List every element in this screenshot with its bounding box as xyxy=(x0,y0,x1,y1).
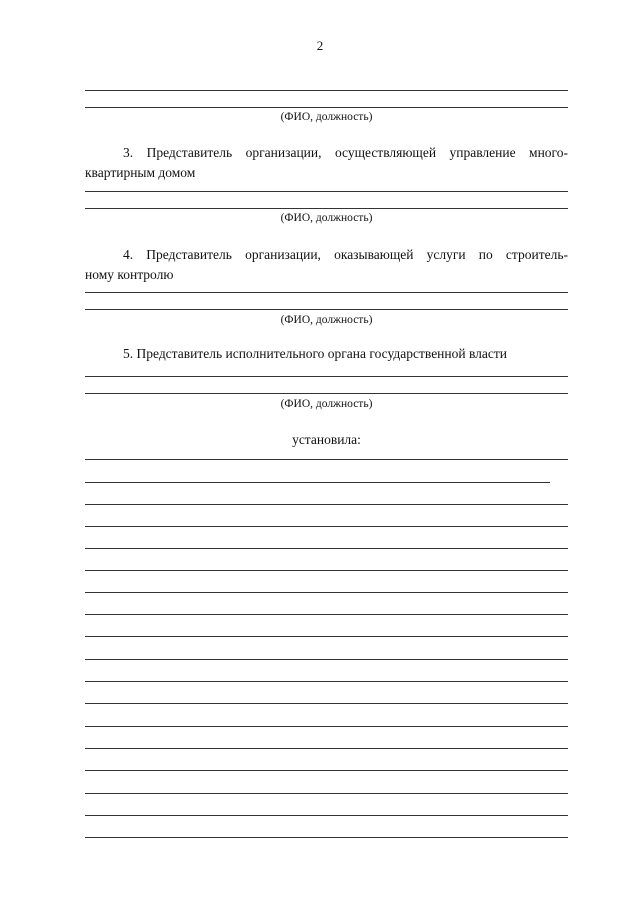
item-3-text xyxy=(85,143,568,183)
blank-line xyxy=(85,376,568,377)
blank-line xyxy=(85,459,568,460)
blank-line xyxy=(85,504,568,505)
blank-line xyxy=(85,636,568,637)
blank-line xyxy=(85,191,568,192)
item-4-line2: ному контролю xyxy=(85,267,174,282)
blank-line xyxy=(85,726,568,727)
blank-line xyxy=(85,614,568,615)
blank-line xyxy=(85,793,568,794)
blank-line xyxy=(85,482,550,483)
item-5-text xyxy=(85,346,568,362)
blank-line xyxy=(85,292,568,293)
blank-line xyxy=(85,748,568,749)
blank-line xyxy=(85,548,568,549)
blank-line xyxy=(85,703,568,704)
item-5-line1: 5. Представитель исполнительного органа государственной власти xyxy=(123,346,508,361)
blank-line xyxy=(85,90,568,91)
blank-line xyxy=(85,815,568,816)
blank-line xyxy=(85,837,568,838)
item-4-text xyxy=(85,245,568,285)
caption-fio: (ФИО, должность) xyxy=(280,398,373,410)
blank-line xyxy=(85,770,568,771)
caption-fio: (ФИО, должность) xyxy=(280,212,373,224)
caption-fio: (ФИО, должность) xyxy=(280,314,373,326)
item-3-line1: 3. Представитель организации, осуществляющей управление много- xyxy=(123,145,568,160)
caption-fio: (ФИО, должность) xyxy=(280,111,373,123)
blank-line xyxy=(85,393,568,394)
blank-line xyxy=(85,570,568,571)
item-4-line1: 4. Представитель организации, оказывающей услуги по строитель- xyxy=(123,247,568,262)
blank-line xyxy=(85,681,568,682)
blank-line xyxy=(85,592,568,593)
blank-line xyxy=(85,659,568,660)
blank-line xyxy=(85,309,568,310)
page-number: 2 xyxy=(316,38,324,53)
blank-line xyxy=(85,208,568,209)
item-3-line2: квартирным домом xyxy=(85,165,196,180)
blank-line xyxy=(85,526,568,527)
heading-ustanovila: установила: xyxy=(292,432,361,447)
blank-line xyxy=(85,107,568,108)
